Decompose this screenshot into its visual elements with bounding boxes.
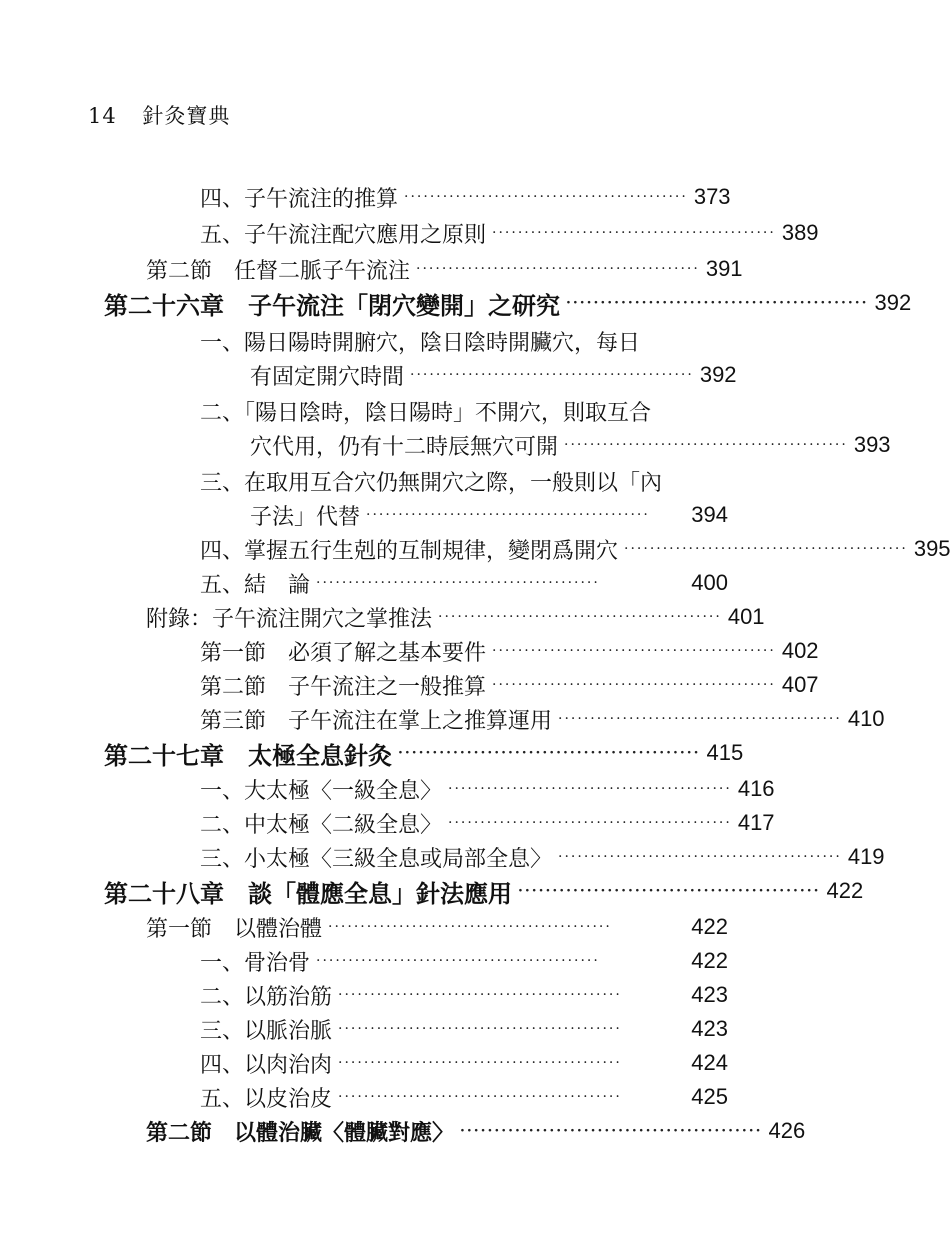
- leader-dots: ············································: [460, 1123, 763, 1139]
- toc-entry-title: 二、「陽日陰時，陰日陽時」不開穴，則取互合: [200, 400, 652, 426]
- toc-entry-title: 一、陽日陽時開腑穴，陰日陰時開臟穴，每日: [200, 330, 641, 356]
- toc-entry-title: 子法」代替: [250, 504, 361, 530]
- leader-dots: ············································: [328, 919, 612, 935]
- leader-dots: ············································: [564, 437, 848, 453]
- toc-entry: [0, 464, 800, 498]
- leader-dots: ············································: [558, 711, 842, 727]
- leader-dots: ············································: [316, 575, 600, 591]
- toc-entry-title: 五、以皮治皮: [200, 1086, 333, 1112]
- toc-entry: [0, 180, 800, 214]
- toc-entry-page: 407: [781, 672, 819, 697]
- toc-entry-title: 第一節 必須了解之基本要件: [200, 640, 487, 666]
- toc-chapter-entry: [0, 286, 912, 320]
- toc-entry-page: 424: [691, 1050, 728, 1075]
- toc-entry-page: 395: [913, 536, 951, 561]
- toc-entry: [0, 1012, 800, 1046]
- toc-entry-page: 391: [705, 256, 743, 281]
- leader-dots: ············································: [416, 261, 700, 277]
- toc-entry-page: 425: [691, 1084, 728, 1109]
- toc-entry-title: 三、小太極〈三級全息或局部全息〉: [200, 846, 553, 872]
- toc-entry-page: 394: [691, 502, 728, 527]
- running-header: [88, 100, 230, 130]
- toc-entry: [0, 910, 800, 944]
- toc-entry-title: 第二節 以體治臟〈體臟對應〉: [146, 1119, 455, 1146]
- toc-entry-title: 附錄：子午流注開穴之掌推法: [146, 606, 433, 632]
- toc-entry-page: 423: [691, 1016, 728, 1041]
- toc-entry: [0, 1114, 806, 1148]
- toc-entry-page: 419: [847, 844, 885, 869]
- toc-entry-page: 402: [781, 638, 819, 663]
- toc-entry-title: 二、以筋治筋: [200, 984, 333, 1010]
- leader-dots: ············································: [492, 225, 776, 241]
- leader-dots: ············································: [448, 781, 732, 797]
- toc-entry: [0, 394, 800, 428]
- toc-entry-continuation: [0, 428, 891, 462]
- toc-entry: [0, 324, 800, 358]
- toc-entry: [0, 532, 951, 566]
- toc-entry: [0, 702, 885, 736]
- toc-entry: [0, 1080, 800, 1114]
- toc-entry: [0, 840, 885, 874]
- leader-dots: ············································: [410, 367, 694, 383]
- toc-entry-page: 401: [727, 604, 765, 629]
- toc-entry-page: 392: [874, 290, 912, 315]
- leader-dots: ············································: [566, 295, 869, 311]
- leader-dots: ············································: [404, 189, 688, 205]
- toc-entry-page: 422: [826, 878, 864, 903]
- leader-dots: ············································: [398, 745, 701, 761]
- leader-dots: ············································: [624, 541, 908, 557]
- leader-dots: ············································: [518, 883, 821, 899]
- toc-entry-title: 穴代用，仍有十二時辰無穴可開: [250, 434, 559, 460]
- toc-entry-title: 第二節 子午流注之一般推算: [200, 674, 487, 700]
- leader-dots: ············································: [338, 1021, 622, 1037]
- toc-entry-page: 400: [691, 570, 728, 595]
- toc-entry: [0, 566, 800, 600]
- toc-entry-page: 423: [691, 982, 728, 1007]
- toc-entry-continuation: [0, 358, 800, 392]
- leader-dots: ············································: [492, 643, 776, 659]
- toc-entry-title: 四、以肉治肉: [200, 1052, 333, 1078]
- toc-entry-title: 有固定開穴時間: [250, 364, 405, 390]
- toc-entry-page: 415: [706, 740, 744, 765]
- toc-entry-page: 393: [853, 432, 891, 457]
- toc-entry-page: 426: [768, 1118, 806, 1143]
- toc-entry-title: 第三節 子午流注在掌上之推算運用: [200, 708, 553, 734]
- leader-dots: ············································: [338, 1089, 622, 1105]
- toc-entry-title: 第二十六章 子午流注「閉穴變開」之研究: [104, 290, 560, 320]
- header-page-number: 14: [88, 104, 117, 128]
- leader-dots: ············································: [338, 1055, 622, 1071]
- toc-entry-continuation: [0, 498, 800, 532]
- toc-entry-title: 第二節 任督二脈子午流注: [146, 258, 411, 284]
- toc-entry-page: 422: [691, 914, 728, 939]
- leader-dots: ············································: [558, 849, 842, 865]
- toc-entry-title: 二、中太極〈二級全息〉: [200, 812, 443, 838]
- toc-entry-title: 五、子午流注配穴應用之原則: [200, 222, 487, 248]
- toc-entry-title: 三、以脈治脈: [200, 1018, 333, 1044]
- toc-entry: [0, 216, 819, 250]
- toc-entry-title: 第一節 以體治體: [146, 916, 323, 942]
- toc-entry-title: 一、骨治骨: [200, 950, 311, 976]
- toc-entry: [0, 806, 800, 840]
- leader-dots: ············································: [438, 609, 722, 625]
- leader-dots: ············································: [366, 507, 650, 523]
- toc-entry-page: 417: [737, 810, 775, 835]
- toc-entry: [0, 978, 800, 1012]
- toc-entry-title: 五、結 論: [200, 572, 311, 598]
- toc-entry-title: 第二十七章 太極全息針灸: [104, 740, 392, 770]
- toc-entry: [0, 1046, 800, 1080]
- toc-entry: [0, 252, 800, 286]
- toc-entry-page: 422: [691, 948, 728, 973]
- leader-dots: ············································: [492, 677, 776, 693]
- toc-chapter-entry: [0, 736, 800, 770]
- leader-dots: ············································: [338, 987, 622, 1003]
- leader-dots: ············································: [316, 953, 600, 969]
- toc-entry: [0, 668, 819, 702]
- toc-entry-page: 373: [693, 184, 731, 209]
- header-book-title: 針灸寶典: [142, 104, 231, 128]
- toc-chapter-entry: [0, 874, 864, 908]
- leader-dots: ············································: [448, 815, 732, 831]
- toc-entry-title: 四、掌握五行生剋的互制規律，變閉爲開穴: [200, 538, 619, 564]
- toc-entry-title: 一、大太極〈一級全息〉: [200, 778, 443, 804]
- toc-entry-page: 392: [699, 362, 737, 387]
- toc-entry: [0, 772, 800, 806]
- toc-entry-page: 389: [781, 220, 819, 245]
- toc-entry-page: 416: [737, 776, 775, 801]
- toc-entry: [0, 944, 800, 978]
- toc-entry: [0, 600, 800, 634]
- toc-entry-title: 第二十八章 談「體應全息」針法應用: [104, 878, 512, 908]
- toc-entry: [0, 634, 819, 668]
- toc-entry-page: 410: [847, 706, 885, 731]
- toc-entry-title: 三、在取用互合穴仍無開穴之際，一般則以「內: [200, 470, 663, 496]
- toc-entry-title: 四、子午流注的推算: [200, 186, 399, 212]
